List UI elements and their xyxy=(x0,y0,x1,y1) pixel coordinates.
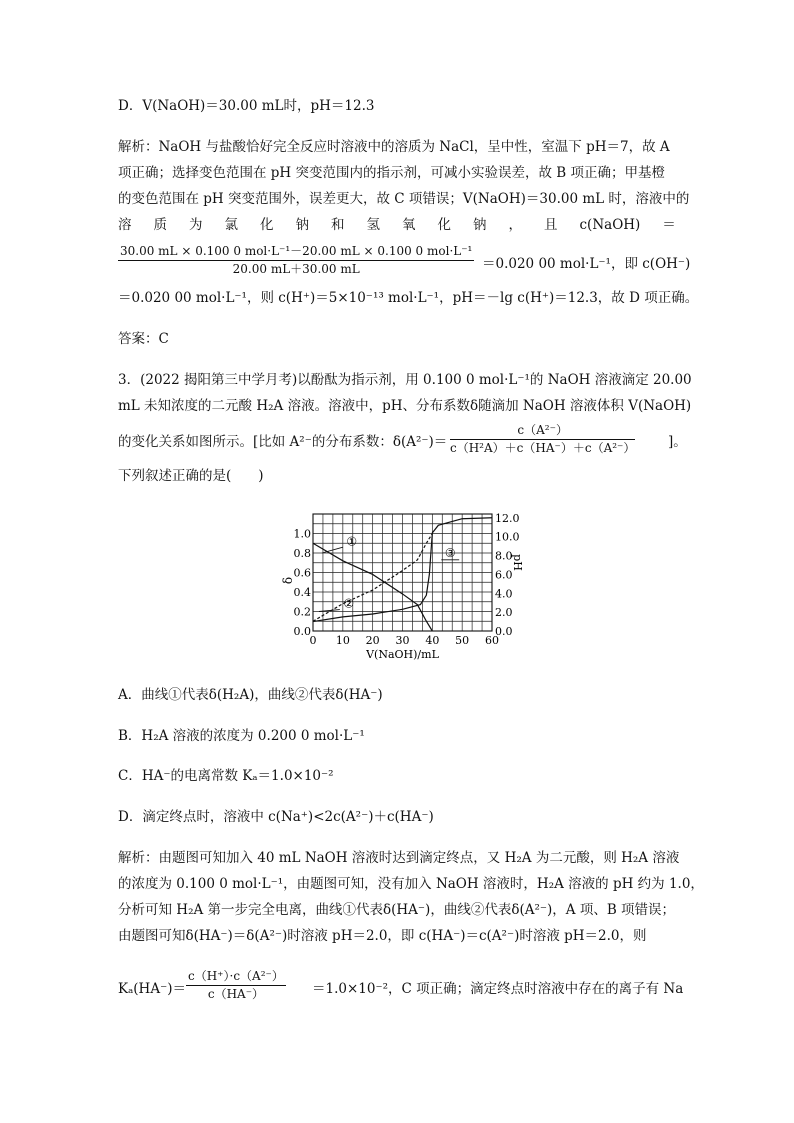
y-right-tick-label: 8.0 xyxy=(495,549,513,563)
prev-analysis-line2: 项正确；选择变色范围在 pH 突变范围内的指示剂，可减小实验误差，故 B 项正确；甲基橙 xyxy=(118,165,665,181)
q3-analysis-line3: 分析可知 H₂A 第一步完全电离，曲线①代表δ(HA⁻)，曲线②代表δ(A²⁻)，A 项、B 项错误； xyxy=(118,902,676,918)
y-left-tick-label: 0.0 xyxy=(293,625,311,638)
justified-word: 化 xyxy=(260,217,274,233)
justified-word: 钠 xyxy=(295,217,309,233)
x-axis-label: V(NaOH)/mL xyxy=(366,648,439,661)
y-left-axis-label: δ xyxy=(281,576,295,585)
q3-option-c: C．HA⁻的电离常数 Kₐ＝1.0×10⁻² xyxy=(118,768,334,784)
q3-stem-line3-prefix: 的变化关系如图所示。[比如 A²⁻的分布系数：δ(A²⁻)＝ xyxy=(118,434,448,450)
distribution-denominator: c（H²A）＋c（HA⁻）＋c（A²⁻） xyxy=(450,441,636,455)
fraction-numerator: 30.00 mL × 0.100 0 mol·L⁻¹－20.00 mL × 0.100 0 mol·L⁻¹ xyxy=(118,243,474,261)
q3-analysis-line2: 的浓度为 0.100 0 mol·L⁻¹，由题图可知，没有加入 NaOH 溶液时，H₂A 溶液的 pH 约为 1.0， xyxy=(118,876,704,892)
x-tick-label: 50 xyxy=(455,634,470,647)
distribution-numerator: c（A²⁻） xyxy=(450,422,635,440)
justified-word: 氧 xyxy=(402,217,416,233)
curve-label-3: ③ xyxy=(444,546,456,560)
prev-analysis-line6: ＝0.020 00 mol·L⁻¹，则 c(H⁺)＝5×10⁻¹³ mol·L⁻¹，pH＝－lg c(H⁺)＝12.3，故 D 项正确。 xyxy=(118,290,699,306)
q3-analysis-line1: 解析：由题图可知加入 40 mL NaOH 溶液时达到滴定终点，又 H₂A 为二元酸，则 H₂A 溶液 xyxy=(118,850,680,866)
answer-label: 答案：C xyxy=(118,331,169,347)
x-tick-label: 40 xyxy=(425,634,440,647)
q3-stem-line1: 3．(2022 揭阳第三中学月考)以酚酞为指示剂，用 0.100 0 mol·L⁻¹的 NaOH 溶液滴定 20.00 xyxy=(118,372,692,388)
q3-stem-line2: mL 未知浓度的二元酸 H₂A 溶液。溶液中，pH、分布系数δ随滴加 NaOH 溶液体积 V(NaOH) xyxy=(118,398,692,414)
justified-word: 氢 xyxy=(366,217,380,233)
justified-word: 溶 xyxy=(118,217,132,233)
q3-stem-line3-suffix: ]。 xyxy=(668,434,687,450)
fraction-result: ＝0.020 00 mol·L⁻¹，即 c(OH⁻) xyxy=(482,256,691,272)
ka-numerator: c（H⁺）·c（A²⁻） xyxy=(186,968,286,986)
y-left-tick-label: 0.4 xyxy=(293,586,311,599)
y-left-tick-label: 0.2 xyxy=(293,605,311,619)
titration-chart xyxy=(280,506,524,666)
justified-word: 质 xyxy=(153,217,167,233)
ka-fraction xyxy=(186,968,286,1003)
justified-word: ， xyxy=(508,217,522,233)
y-left-tick-label: 0.8 xyxy=(293,547,311,560)
y-left-tick-label: 1.0 xyxy=(293,527,311,541)
y-right-tick-label: 0.0 xyxy=(495,625,513,638)
q3-stem-line4: 下列叙述正确的是( ) xyxy=(118,468,264,484)
prev-analysis-line4 xyxy=(118,215,676,235)
prev-analysis-line3: 的变色范围在 pH 突变范围外，误差更大，故 C 项错误；V(NaOH)＝30.00 mL 时，溶液中的 xyxy=(118,191,690,207)
y-right-tick-label: 12.0 xyxy=(495,511,520,525)
q3-analysis-line4: 由题图可知δ(HA⁻)＝δ(A²⁻)时溶液 pH＝2.0，即 c(HA⁻)＝c(A²⁻)时溶液 pH＝2.0，则 xyxy=(118,928,647,944)
y-right-tick-label: 10.0 xyxy=(495,530,520,544)
curve-label-2: ② xyxy=(343,596,355,611)
justified-word: 钠 xyxy=(473,217,487,233)
x-tick-label: 20 xyxy=(365,634,380,647)
ka-prefix: Kₐ(HA⁻)＝ xyxy=(118,981,186,997)
y-left-tick-label: 0.6 xyxy=(293,566,311,580)
justified-word: 化 xyxy=(437,217,451,233)
ka-suffix: ＝1.0×10⁻²，C 项正确；滴定终点时溶液中存在的离子有 Na xyxy=(312,981,684,997)
justified-word: 和 xyxy=(331,217,345,233)
y-right-tick-label: 2.0 xyxy=(495,606,513,620)
x-tick-label: 60 xyxy=(485,634,499,647)
x-tick-label: 0 xyxy=(309,634,317,647)
y-right-axis-label: pH xyxy=(511,554,524,571)
fraction-denominator: 20.00 mL＋30.00 mL xyxy=(232,262,360,276)
q3-option-d: D．滴定终点时，溶液中 c(Na⁺)<2c(A²⁻)＋c(HA⁻) xyxy=(118,809,434,825)
prev-analysis-line1: 解析：NaOH 与盐酸恰好完全反应时溶液中的溶质为 NaCl，呈中性，室温下 pH＝7，故 A xyxy=(118,139,670,155)
justified-word: ＝ xyxy=(662,217,676,233)
x-tick-label: 10 xyxy=(335,634,350,647)
justified-word: 且 xyxy=(544,217,558,233)
prev-fraction xyxy=(118,243,474,278)
x-tick-label: 30 xyxy=(395,634,410,647)
option-d-prev: D．V(NaOH)＝30.00 mL时，pH＝12.3 xyxy=(118,98,375,114)
distribution-fraction xyxy=(450,422,635,457)
ka-denominator: c（HA⁻） xyxy=(207,987,265,1001)
y-right-tick-label: 6.0 xyxy=(495,568,513,582)
justified-word: c(NaOH) xyxy=(579,217,641,233)
q3-option-b: B．H₂A 溶液的浓度为 0.200 0 mol·L⁻¹ xyxy=(118,728,365,744)
q3-option-a: A．曲线①代表δ(H₂A)，曲线②代表δ(HA⁻) xyxy=(118,687,383,703)
curve-label-1: ① xyxy=(346,534,358,549)
y-right-tick-label: 4.0 xyxy=(495,587,513,601)
justified-word: 为 xyxy=(189,217,203,233)
justified-word: 氯 xyxy=(224,217,238,233)
